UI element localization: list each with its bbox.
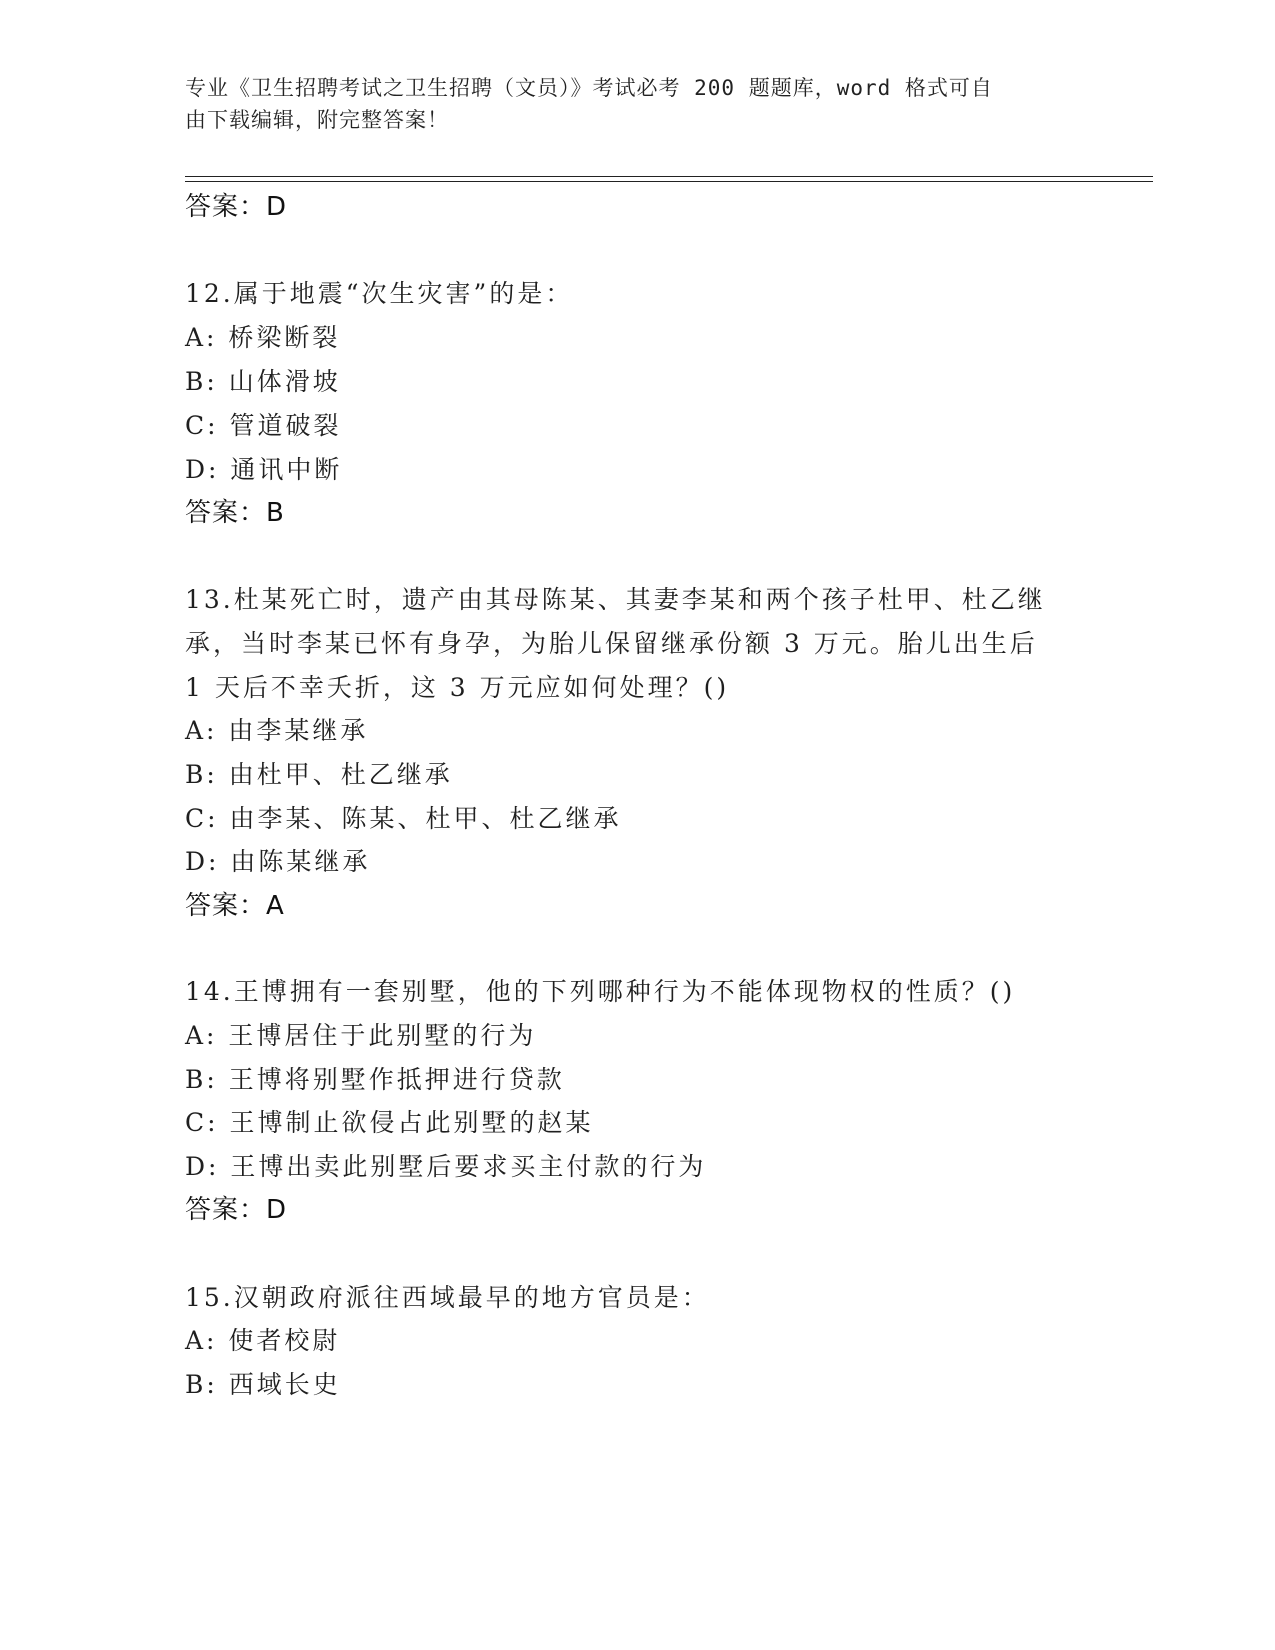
question-13-option-b: B: 由杜甲、杜乙继承 — [185, 760, 453, 789]
answer-q11: 答案：D — [185, 192, 288, 222]
question-13-stem-line-1: 13.杜某死亡时，遗产由其母陈某、其妻李某和两个孩子杜甲、杜乙继 — [185, 585, 1046, 614]
question-12-option-c: C: 管道破裂 — [185, 411, 342, 440]
document-header — [185, 72, 1065, 136]
question-12-option-d: D: 通讯中断 — [185, 455, 343, 484]
question-15-option-a: A: 使者校尉 — [185, 1326, 341, 1355]
answer-q12: 答案：B — [185, 498, 285, 528]
question-15-option-b: B: 西域长史 — [185, 1370, 341, 1399]
question-15-stem: 15.汉朝政府派往西域最早的地方官员是： — [185, 1283, 710, 1312]
question-14-option-b: B: 王博将别墅作抵押进行贷款 — [185, 1065, 565, 1094]
question-14-stem: 14.王博拥有一套别墅，他的下列哪种行为不能体现物权的性质？() — [185, 977, 1016, 1006]
answer-q14: 答案：D — [185, 1195, 288, 1225]
question-13-stem-line-2: 承，当时李某已怀有身孕，为胎儿保留继承份额 3 万元。胎儿出生后 — [185, 629, 1038, 658]
header-line-1: 专业《卫生招聘考试之卫生招聘（文员）》考试必考 200 题题库，word 格式可自 — [185, 76, 993, 100]
question-12-option-a: A: 桥梁断裂 — [185, 323, 341, 352]
question-14-option-c: C: 王博制止欲侵占此别墅的赵某 — [185, 1108, 594, 1137]
question-13-option-d: D: 由陈某继承 — [185, 847, 371, 876]
header-line-2: 由下载编辑，附完整答案！ — [185, 108, 449, 132]
question-13-option-c: C: 由李某、陈某、杜甲、杜乙继承 — [185, 804, 622, 833]
answer-q13: 答案：A — [185, 891, 285, 921]
question-12-option-b: B: 山体滑坡 — [185, 367, 341, 396]
header-divider-bottom — [185, 181, 1153, 182]
question-12-stem: 12.属于地震“次生灾害”的是： — [185, 279, 574, 308]
question-13-stem-line-3: 1 天后不幸夭折，这 3 万元应如何处理？() — [185, 673, 730, 702]
question-14-option-a: A: 王博居住于此别墅的行为 — [185, 1021, 537, 1050]
question-13-option-a: A: 由李某继承 — [185, 716, 369, 745]
question-14-option-d: D: 王博出卖此别墅后要求买主付款的行为 — [185, 1152, 707, 1181]
header-divider-top — [185, 176, 1153, 177]
